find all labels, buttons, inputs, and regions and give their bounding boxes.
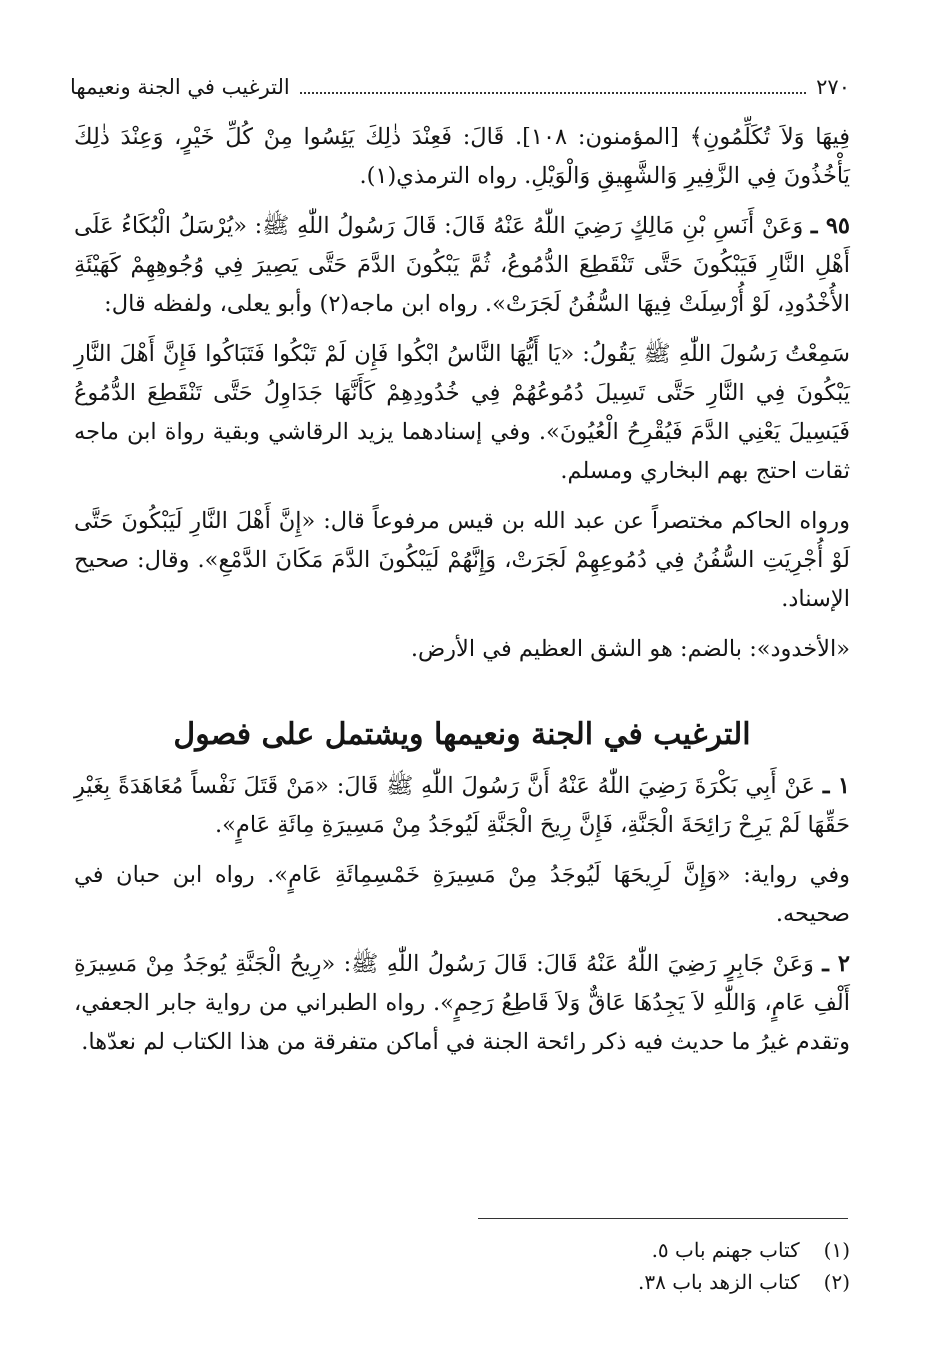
footnote-text: كتاب الزهد باب ٣٨. (638, 1270, 800, 1294)
hadith-number: ٩٥ ـ (810, 213, 850, 239)
paragraph: وفي رواية: «وَإِنَّ لَرِيحَهَا لَيُوجَدُ مِنْ مَسِيرَةِ خَمْسِمِائَةِ عَامٍ». رواه ابن حبان في صحيحه. (74, 862, 850, 927)
hadith-text: وَعَنْ جَابِرٍ رَضِيَ اللّٰهُ عَنْهُ قَالَ: قَالَ رَسُولُ اللّٰهِ ﷺ: «رِيحُ الْجَنَّةِ يُوجَدُ مِنْ مَسِيرَةِ أَلْفِ عَامٍ، وَاللّٰهِ لاَ يَجِدُهَا عَاقٌّ وَلاَ قَاطِعُ رَحِمٍ». رواه الطبراني من رواية جابر الجعفي، وتقدم غيرُ ما حديث فيه ذكر رائحة الجنة في أماكن متفرقة من هذا الكتاب لم نعدّها. (74, 951, 850, 1055)
hadith-1 (74, 767, 850, 845)
hadith-number: ١ ـ (822, 773, 850, 799)
footnote-divider (478, 1218, 848, 1219)
section-heading: الترغيب في الجنة ونعيمها ويشتمل على فصول (173, 717, 751, 752)
header-dot-leader (300, 80, 806, 94)
paragraph: ورواه الحاكم مختصراً عن عبد الله بن قيس مرفوعاً قال: «إِنَّ أَهْلَ النَّارِ لَيَبْكُونَ حَتَّى لَوْ أُجْرِيَتِ السُّفُنُ فِي دُمُوعِهِمْ لَجَرَتْ، وَإِنَّهُمْ لَيَبْكُونَ الدَّمَ مَكَانَ الدَّمْعِ». وقال: صحيح الإسناد. (74, 508, 850, 612)
paragraph: فِيهَا وَلاَ تُكَلِّمُونِ﴾ [المؤمنون: ١٠٨]. قَالَ: فَعِنْدَ ذٰلِكَ يَئِسُوا مِنْ كُلِّ خَيْرٍ، وَعِنْدَ ذٰلِكَ يَأْخُذُونَ فِي الزَّفِيرِ وَالشَّهِيقِ وَالْوَيْلِ. رواه الترمذي(١). (74, 124, 851, 189)
hadith-95 (74, 207, 850, 324)
hadith-number: ٢ ـ (822, 951, 850, 977)
footnote-text: كتاب جهنم باب ٥. (651, 1238, 800, 1262)
footnote-mark: (١) (823, 1238, 850, 1262)
footnote (74, 1266, 850, 1298)
page-number: ٢٧٠ (816, 75, 850, 99)
hadith-text: عَنْ أَبِي بَكْرَةَ رَضِيَ اللّٰهُ عَنْهُ أَنَّ رَسُولَ اللّٰهِ ﷺ قَالَ: «مَنْ قَتَلَ نَفْساً مُعَاهَدَةً بِغَيْرِ حَقِّهَا لَمْ يَرِحْ رَائِحَةَ الْجَنَّةِ، فَإِنَّ رِيحَ الْجَنَّةِ لَيُوجَدُ مِنْ مَسِيرَةِ مِائَةِ عَامٍ». (74, 773, 850, 838)
footnotes (74, 1234, 850, 1298)
main-text (74, 118, 850, 1073)
hadith-2 (74, 945, 850, 1062)
footnote-mark: (٢) (823, 1270, 850, 1294)
glossary-note: «الأخدود»: بالضم: هو الشق العظيم في الأرض. (410, 636, 850, 662)
running-title: الترغيب في الجنة ونعيمها (70, 75, 290, 99)
paragraph: سَمِعْتُ رَسُولَ اللّٰهِ ﷺ يَقُولُ: «يَا أَيُّهَا النَّاسُ ابْكُوا فَإِن لَمْ تَبْكُوا فَتَبَاكُوا فَإِنَّ أَهْلَ النَّارِ يَبْكُونَ فِي النَّارِ حَتَّى تَسِيلَ دُمُوعُهُمْ فِي خُدُودِهِمْ كَأَنَّهَا جَدَاوِلُ حَتَّى تَنْقَطِعَ الدُّمُوعُ فَيَسِيلَ يَعْنِي الدَّمَ فَيُقْرِحُ الْعُيُونَ». وفي إسنادهما يزيد الرقاشي وبقية رواة ابن ماجه ثقات احتج بهم البخاري ومسلم. (74, 341, 850, 484)
footnote (74, 1234, 850, 1266)
running-header (70, 72, 850, 102)
hadith-text: وَعَنْ أَنَسِ بْنِ مَالِكٍ رَضِيَ اللّٰهُ عَنْهُ قَالَ: قَالَ رَسُولُ اللّٰهِ ﷺ: «يُرْسَلُ الْبُكَاءُ عَلَى أَهْلِ النَّارِ فَيَبْكُونَ حَتَّى تَنْقَطِعَ الدُّمُوعُ، ثُمَّ يَبْكُونَ الدَّمَ حَتَّى يَصِيرَ فِي وُجُوهِهِمْ كَهَيْئَةِ الأُخْدُودِ، لَوْ أُرْسِلَتْ فِيهَا السُّفُنُ لَجَرَتْ». رواه ابن ماجه(٢) وأبو يعلى، ولفظه قال: (74, 213, 850, 317)
